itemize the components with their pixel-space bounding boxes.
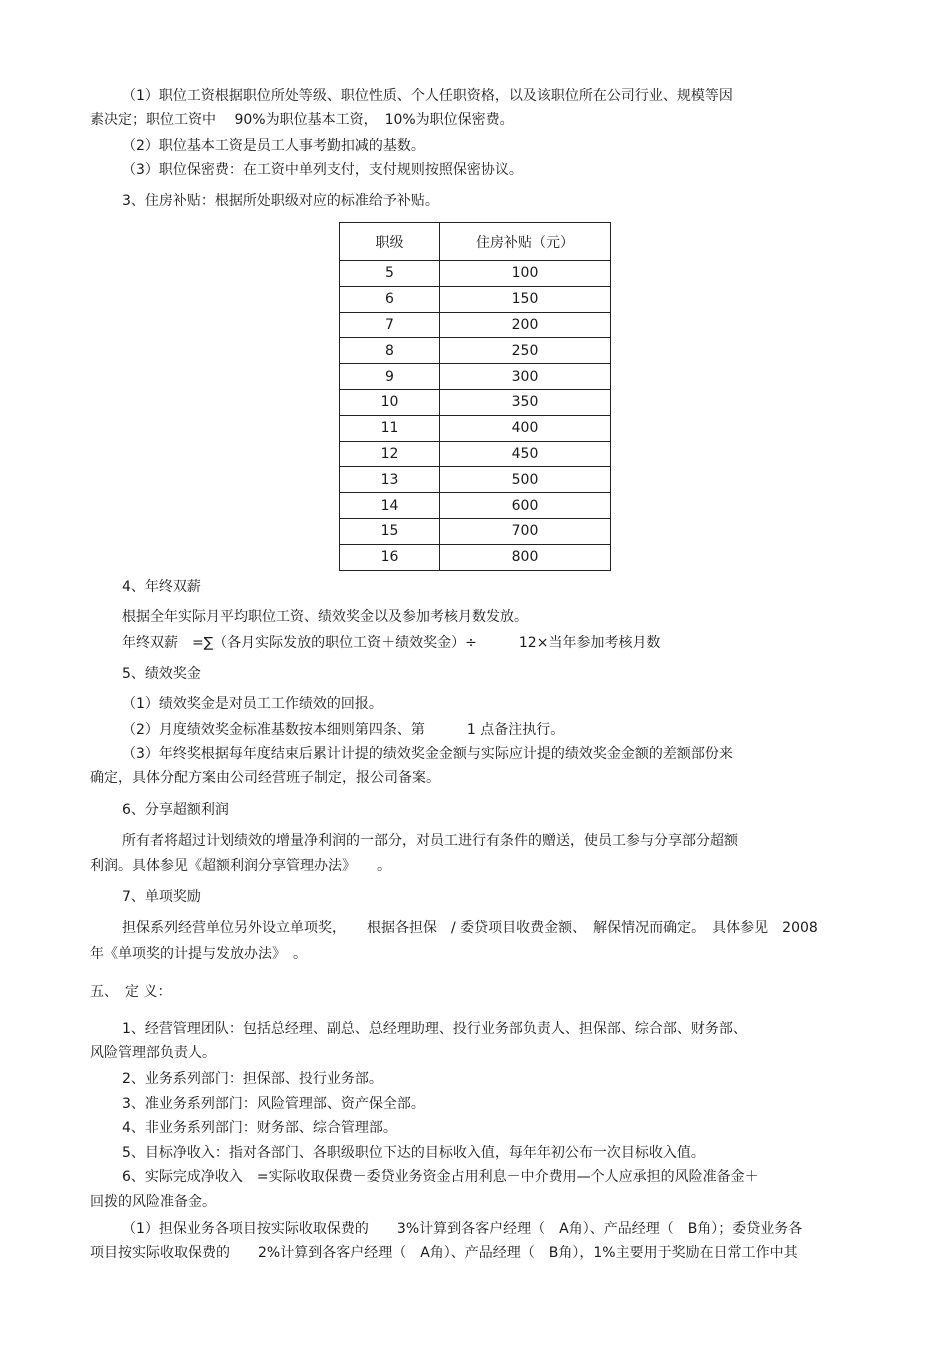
paragraph-line: 根据全年实际月平均职位工资、绩效奖金以及参加考核月数发放。 <box>122 609 528 625</box>
definition-line: 2、业务系列部门：担保部、投行业务部。 <box>122 1071 383 1087</box>
section-heading: 4、年终双薪 <box>122 579 201 595</box>
definition-line: 3、准业务系列部门：风险管理部、资产保全部。 <box>122 1096 425 1112</box>
paragraph-line: （1）职位工资根据职位所处等级、职位性质、个人任职资格，以及该职位所在公司行业、规模等因 <box>122 88 733 104</box>
paragraph-line: 年《单项奖的计提与发放办法》 。 <box>90 946 307 962</box>
paragraph-line: （2）月度绩效奖金标准基数按本细则第四条、第 1 点备注执行。 <box>122 722 565 738</box>
table-row <box>340 261 611 287</box>
table-row <box>340 338 611 364</box>
paragraph-line: （3）年终奖根据每年度结束后累计计提的绩效奖金金额与实际应计提的绩效奖金金额的差额部份来 <box>122 746 733 762</box>
paragraph-line: （1）绩效奖金是对员工工作绩效的回报。 <box>122 696 383 712</box>
table-row <box>340 441 611 467</box>
allowance-cell: 500 <box>440 467 611 493</box>
housing-allowance-table <box>339 222 611 571</box>
paragraph-line: 所有者将超过计划绩效的增量净利润的一部分，对员工进行有条件的赠送，使员工参与分享部分超额 <box>122 833 738 849</box>
table-row <box>340 493 611 519</box>
definition-line: 6、实际完成净收入 =实际收取保费－委贷业务资金占用利息－中介费用—个人应承担的风险准备金＋ <box>122 1169 759 1185</box>
column-header-allowance: 住房补贴（元） <box>440 223 611 261</box>
section-heading: 3、住房补贴：根据所处职级对应的标准给予补贴。 <box>122 193 439 209</box>
grade-cell: 13 <box>340 467 440 493</box>
paragraph-line: （3）职位保密费：在工资中单列支付，支付规则按照保密协议。 <box>122 162 523 178</box>
allowance-cell: 300 <box>440 364 611 390</box>
grade-cell: 7 <box>340 312 440 338</box>
table-row <box>340 286 611 312</box>
definition-line: 回拨的风险准备金。 <box>90 1194 216 1210</box>
grade-cell: 15 <box>340 518 440 544</box>
formula-line: 年终双薪 =∑（各月实际发放的职位工资＋绩效奖金）÷ 12×当年参加考核月数 <box>122 635 661 651</box>
grade-cell: 14 <box>340 493 440 519</box>
allowance-cell: 350 <box>440 389 611 415</box>
grade-cell: 8 <box>340 338 440 364</box>
chapter-heading: 五、 定 义： <box>90 984 172 1000</box>
allowance-cell: 600 <box>440 493 611 519</box>
table-row <box>340 518 611 544</box>
column-header-grade: 职级 <box>340 223 440 261</box>
allowance-cell: 800 <box>440 544 611 570</box>
allowance-cell: 150 <box>440 286 611 312</box>
allowance-cell: 250 <box>440 338 611 364</box>
definition-line: 4、非业务系列部门：财务部、综合管理部。 <box>122 1120 397 1136</box>
grade-cell: 11 <box>340 415 440 441</box>
definition-line: 1、经营管理团队：包括总经理、副总、总经理助理、投行业务部负责人、担保部、综合部、财务部、 <box>122 1021 747 1037</box>
allowance-cell: 450 <box>440 441 611 467</box>
table-row <box>340 312 611 338</box>
table-row <box>340 544 611 570</box>
paragraph-line: 项目按实际收取保费的 2%计算到各客户经理（ A角）、产品经理（ B角），1%主要用于奖励在日常工作中其 <box>90 1245 798 1261</box>
grade-cell: 10 <box>340 389 440 415</box>
grade-cell: 9 <box>340 364 440 390</box>
table-header-row <box>340 223 611 261</box>
allowance-cell: 200 <box>440 312 611 338</box>
grade-cell: 16 <box>340 544 440 570</box>
allowance-cell: 700 <box>440 518 611 544</box>
allowance-cell: 100 <box>440 261 611 287</box>
table-row <box>340 389 611 415</box>
paragraph-line: 素决定；职位工资中 90%为职位基本工资， 10%为职位保密费。 <box>90 112 514 128</box>
grade-cell: 6 <box>340 286 440 312</box>
paragraph-line: （1）担保业务各项目按实际收取保费的 3%计算到各客户经理（ A角）、产品经理（ B角）；委贷业务各 <box>122 1221 803 1237</box>
grade-cell: 5 <box>340 261 440 287</box>
section-heading: 6、分享超额利润 <box>122 802 229 818</box>
table-row <box>340 364 611 390</box>
allowance-cell: 400 <box>440 415 611 441</box>
section-heading: 7、单项奖励 <box>122 889 201 905</box>
table-row <box>340 415 611 441</box>
paragraph-line: 担保系列经营单位另外设立单项奖， 根据各担保 / 委贷项目收费金额、 解保情况而确定。 具体参见 2008 <box>122 920 818 936</box>
definition-line: 风险管理部负责人。 <box>90 1045 216 1061</box>
paragraph-line: 确定，具体分配方案由公司经营班子制定，报公司备案。 <box>90 770 440 786</box>
table-row <box>340 467 611 493</box>
grade-cell: 12 <box>340 441 440 467</box>
paragraph-line: 利润。具体参见《超额利润分享管理办法》 。 <box>90 858 391 874</box>
section-heading: 5、绩效奖金 <box>122 666 201 682</box>
definition-line: 5、目标净收入：指对各部门、各职级职位下达的目标收入值，每年年初公布一次目标收入值。 <box>122 1145 705 1161</box>
paragraph-line: （2）职位基本工资是员工人事考勤扣减的基数。 <box>122 138 425 154</box>
